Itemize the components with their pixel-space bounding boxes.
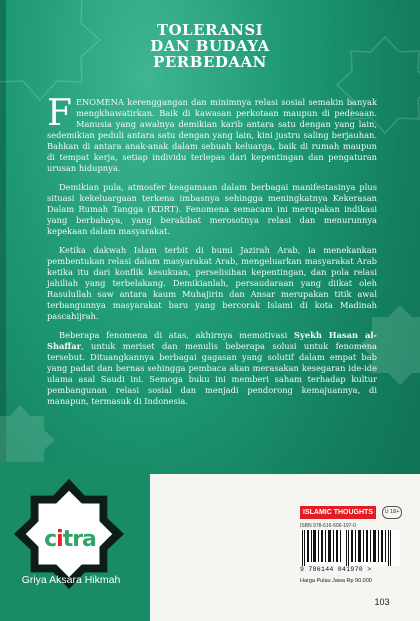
blurb-paragraph-4-end: , untuk meriset dan menulis beberapa solusi untuk fenomena tersebut. Dituangkannya berbagai gagasan yang solutif dalam empat bab yang padat dan bernas sehingga pembaca akan merasakan kesegaran ide-ide ulama asal Saudi ini. Semoga buku ini memberi saham terhadap kultur pembangunan relasi sosial dan menjadi pendorong kemajuannya, di manapun, termasuk di Indonesia. xyxy=(47,341,377,406)
logo-text-c: c xyxy=(44,527,57,552)
blurb-paragraph-1-text: ENOMENA kerenggangan dan minimnya relasi sosial semakin banyak mengkhawatirkan. Baik di kawasan perkotaan maupun di pedesaan. Manusia yang awalnya demikian karib antara satu dengan yang lain, sedemikian peduli antara satu dengan yang lain, kini justru saling berjauhan. Bahkan di antara anak-anak dalam sebuah keluarga, baik di rumah maupun di tempat kerja, setiap individu terlepas dari kepentingan dan pengaturan urusan hidupnya. xyxy=(47,97,377,173)
blurb-paragraph-3: Ketika dakwah Islam terbit di bumi Jazirah Arab, ia menekankan pembentukan relasi dalam masyarakat Arab, mengeluarkan masyarakat Arab ketika itu dari konflik kesukuan, perselisihan kepentingan, dan pola relasi jahiliah yang terbelakang. Demikianlah, persaudaraan yang diikat oleh Rasulullah saw antara kaum Muhajirin dan Ansar merupakan titik awal terbangunnya masyarakat baru yang bercorak Islami di kota Madinah pascahijrah. xyxy=(47,245,377,321)
title-line-2: DAN BUDAYA xyxy=(150,37,270,55)
publisher-tagline: Griya Aksara Hikmah xyxy=(21,574,121,586)
title-line-1: TOLERANSI xyxy=(156,21,264,39)
logo-text-tra: tra xyxy=(62,527,96,552)
drop-cap: F xyxy=(47,93,72,134)
blurb-paragraph-2: Demikian pula, atmosfer keagamaan dalam berbagai manifestasinya plus situasi kekeluargaan terkena imbasnya sehingga meningkatnya Kekerasan Dalam Rumah Tangga (KDRT). Fenomena semacam ini merupakan indikasi yang berbahaya, yang berakibat merosotnya relasi dan menurunnya kepekaan dalam masyarakat. xyxy=(47,182,377,236)
blurb-paragraph-1 xyxy=(47,93,377,174)
isbn-label: ISBN 978-616-606-197-0 xyxy=(300,523,356,529)
age-rating-badge: U 18+ xyxy=(382,506,402,519)
logo-text-i: i xyxy=(56,527,63,552)
book-title xyxy=(0,22,420,70)
barcode-icon xyxy=(300,530,400,566)
blurb-paragraph-4-start: Beberapa fenomena di atas, akhirnya memotivasi xyxy=(59,330,294,340)
publisher-logo xyxy=(30,527,110,552)
blurb-paragraph-4 xyxy=(47,330,377,407)
series-badge: ISLAMIC THOUGHTS xyxy=(300,506,376,519)
price-label: Harga Pulau Jawa Rp 90.000 xyxy=(300,578,372,584)
blurb xyxy=(47,93,377,415)
page-number: 103 xyxy=(374,597,390,607)
isbn-digits: 9 786144 041970 > xyxy=(300,566,372,573)
author-name: Syekh Hasan al-Shaffar xyxy=(47,330,377,351)
title-line-3: PERBEDAAN xyxy=(153,53,267,71)
